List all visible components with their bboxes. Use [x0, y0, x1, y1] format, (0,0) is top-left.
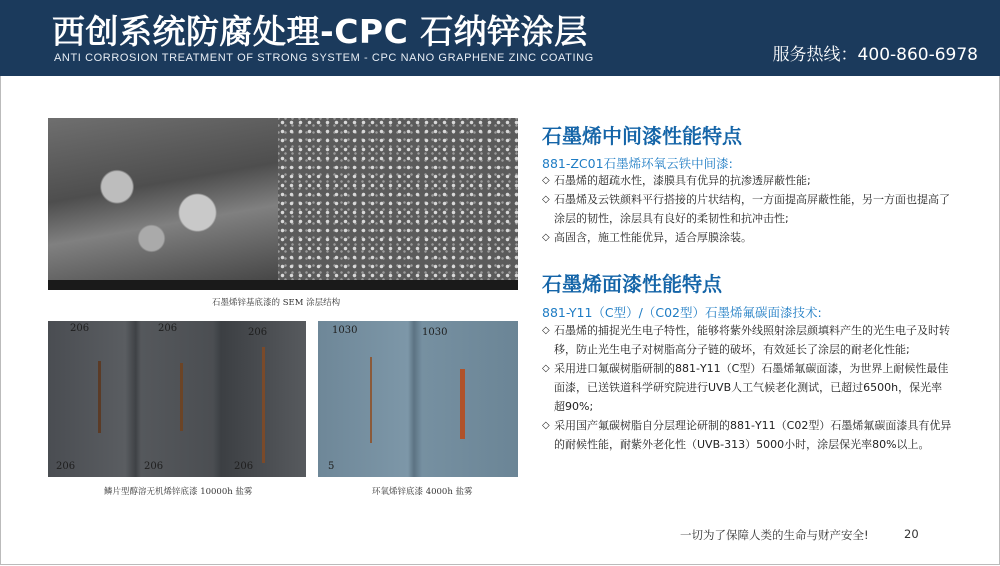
page-number: 20: [904, 527, 919, 541]
sem-image-right: [278, 118, 518, 290]
sem-caption: 石墨烯锌基底漆的 SEM 涂层结构: [212, 298, 341, 308]
panel-label: 206: [248, 327, 268, 338]
section-subheading-topcoat: 881-Y11（C型）/（C02型）石墨烯氟碳面漆技术:: [542, 305, 822, 320]
list-item: ◇ 石墨烯的超疏水性，漆膜具有优异的抗渗透屏蔽性能;: [542, 171, 952, 190]
service-hotline: 服务热线：400-860-6978: [772, 45, 978, 65]
panel-label: 1030: [332, 325, 358, 336]
panel-label: 1030: [422, 327, 448, 338]
footer-slogan: 一切为了保障人类的生命与财产安全!: [680, 528, 869, 542]
header-bar: [0, 0, 1000, 76]
salt-spray-photo-blue: [318, 321, 518, 477]
section-heading-topcoat: 石墨烯面漆性能特点: [542, 272, 722, 296]
blue-caption: 环氧烯锌底漆 4000h 盐雾: [372, 487, 473, 497]
panel-label: 5: [328, 461, 335, 472]
panel-label: 206: [234, 461, 254, 472]
dark-caption: 鳞片型醇溶无机烯锌底漆 10000h 盐雾: [104, 487, 253, 497]
panel-label: 206: [56, 461, 76, 472]
scribe-line: [262, 347, 265, 463]
intermediate-bullet-list: [542, 171, 952, 247]
topcoat-bullet-list: [542, 321, 952, 454]
scribe-line: [180, 363, 183, 431]
list-item: ◇ 采用进口氟碳树脂研制的881-Y11（C型）石墨烯氟碳面漆，为世界上耐候性最佳面漆，已送铁道科学研究院进行UVB人工气候老化测试，已超过6500h，保光率超90%;: [542, 359, 952, 416]
panel-label: 206: [144, 461, 164, 472]
scribe-line: [370, 357, 372, 443]
scribe-line: [98, 361, 101, 433]
panel-label: 206: [70, 323, 90, 334]
page-title: 西创系统防腐处理-CPC 石纳锌涂层: [52, 12, 588, 51]
salt-spray-photo-dark: [48, 321, 306, 477]
sem-image-left: [48, 118, 278, 290]
page-subtitle-en: ANTI CORROSION TREATMENT OF STRONG SYSTEM - CPC NANO GRAPHENE ZINC COATING: [54, 52, 594, 64]
panel-label: 206: [158, 323, 178, 334]
section-subheading-intermediate: 881-ZC01石墨烯环氧云铁中间漆:: [542, 156, 733, 171]
list-item: ◇ 采用国产氟碳树脂自分层理论研制的881-Y11（C02型）石墨烯氟碳面漆具有优异的耐候性能，耐紫外老化性（UVB-313）5000小时，涂层保光率80%以上。: [542, 416, 952, 454]
section-heading-intermediate: 石墨烯中间漆性能特点: [542, 124, 742, 148]
scribe-line: [460, 369, 465, 439]
list-item: ◇ 高固含，施工性能优异，适合厚膜涂装。: [542, 228, 952, 247]
list-item: ◇ 石墨烯及云铁颜料平行搭接的片状结构，一方面提高屏蔽性能，另一方面也提高了涂层的韧性，涂层具有良好的柔韧性和抗冲击性;: [542, 190, 952, 228]
list-item: ◇ 石墨烯的捕捉光生电子特性，能够将紫外线照射涂层颜填料产生的光生电子及时转移，防止光生电子对树脂高分子链的破坏，有效延长了涂层的耐老化性能;: [542, 321, 952, 359]
